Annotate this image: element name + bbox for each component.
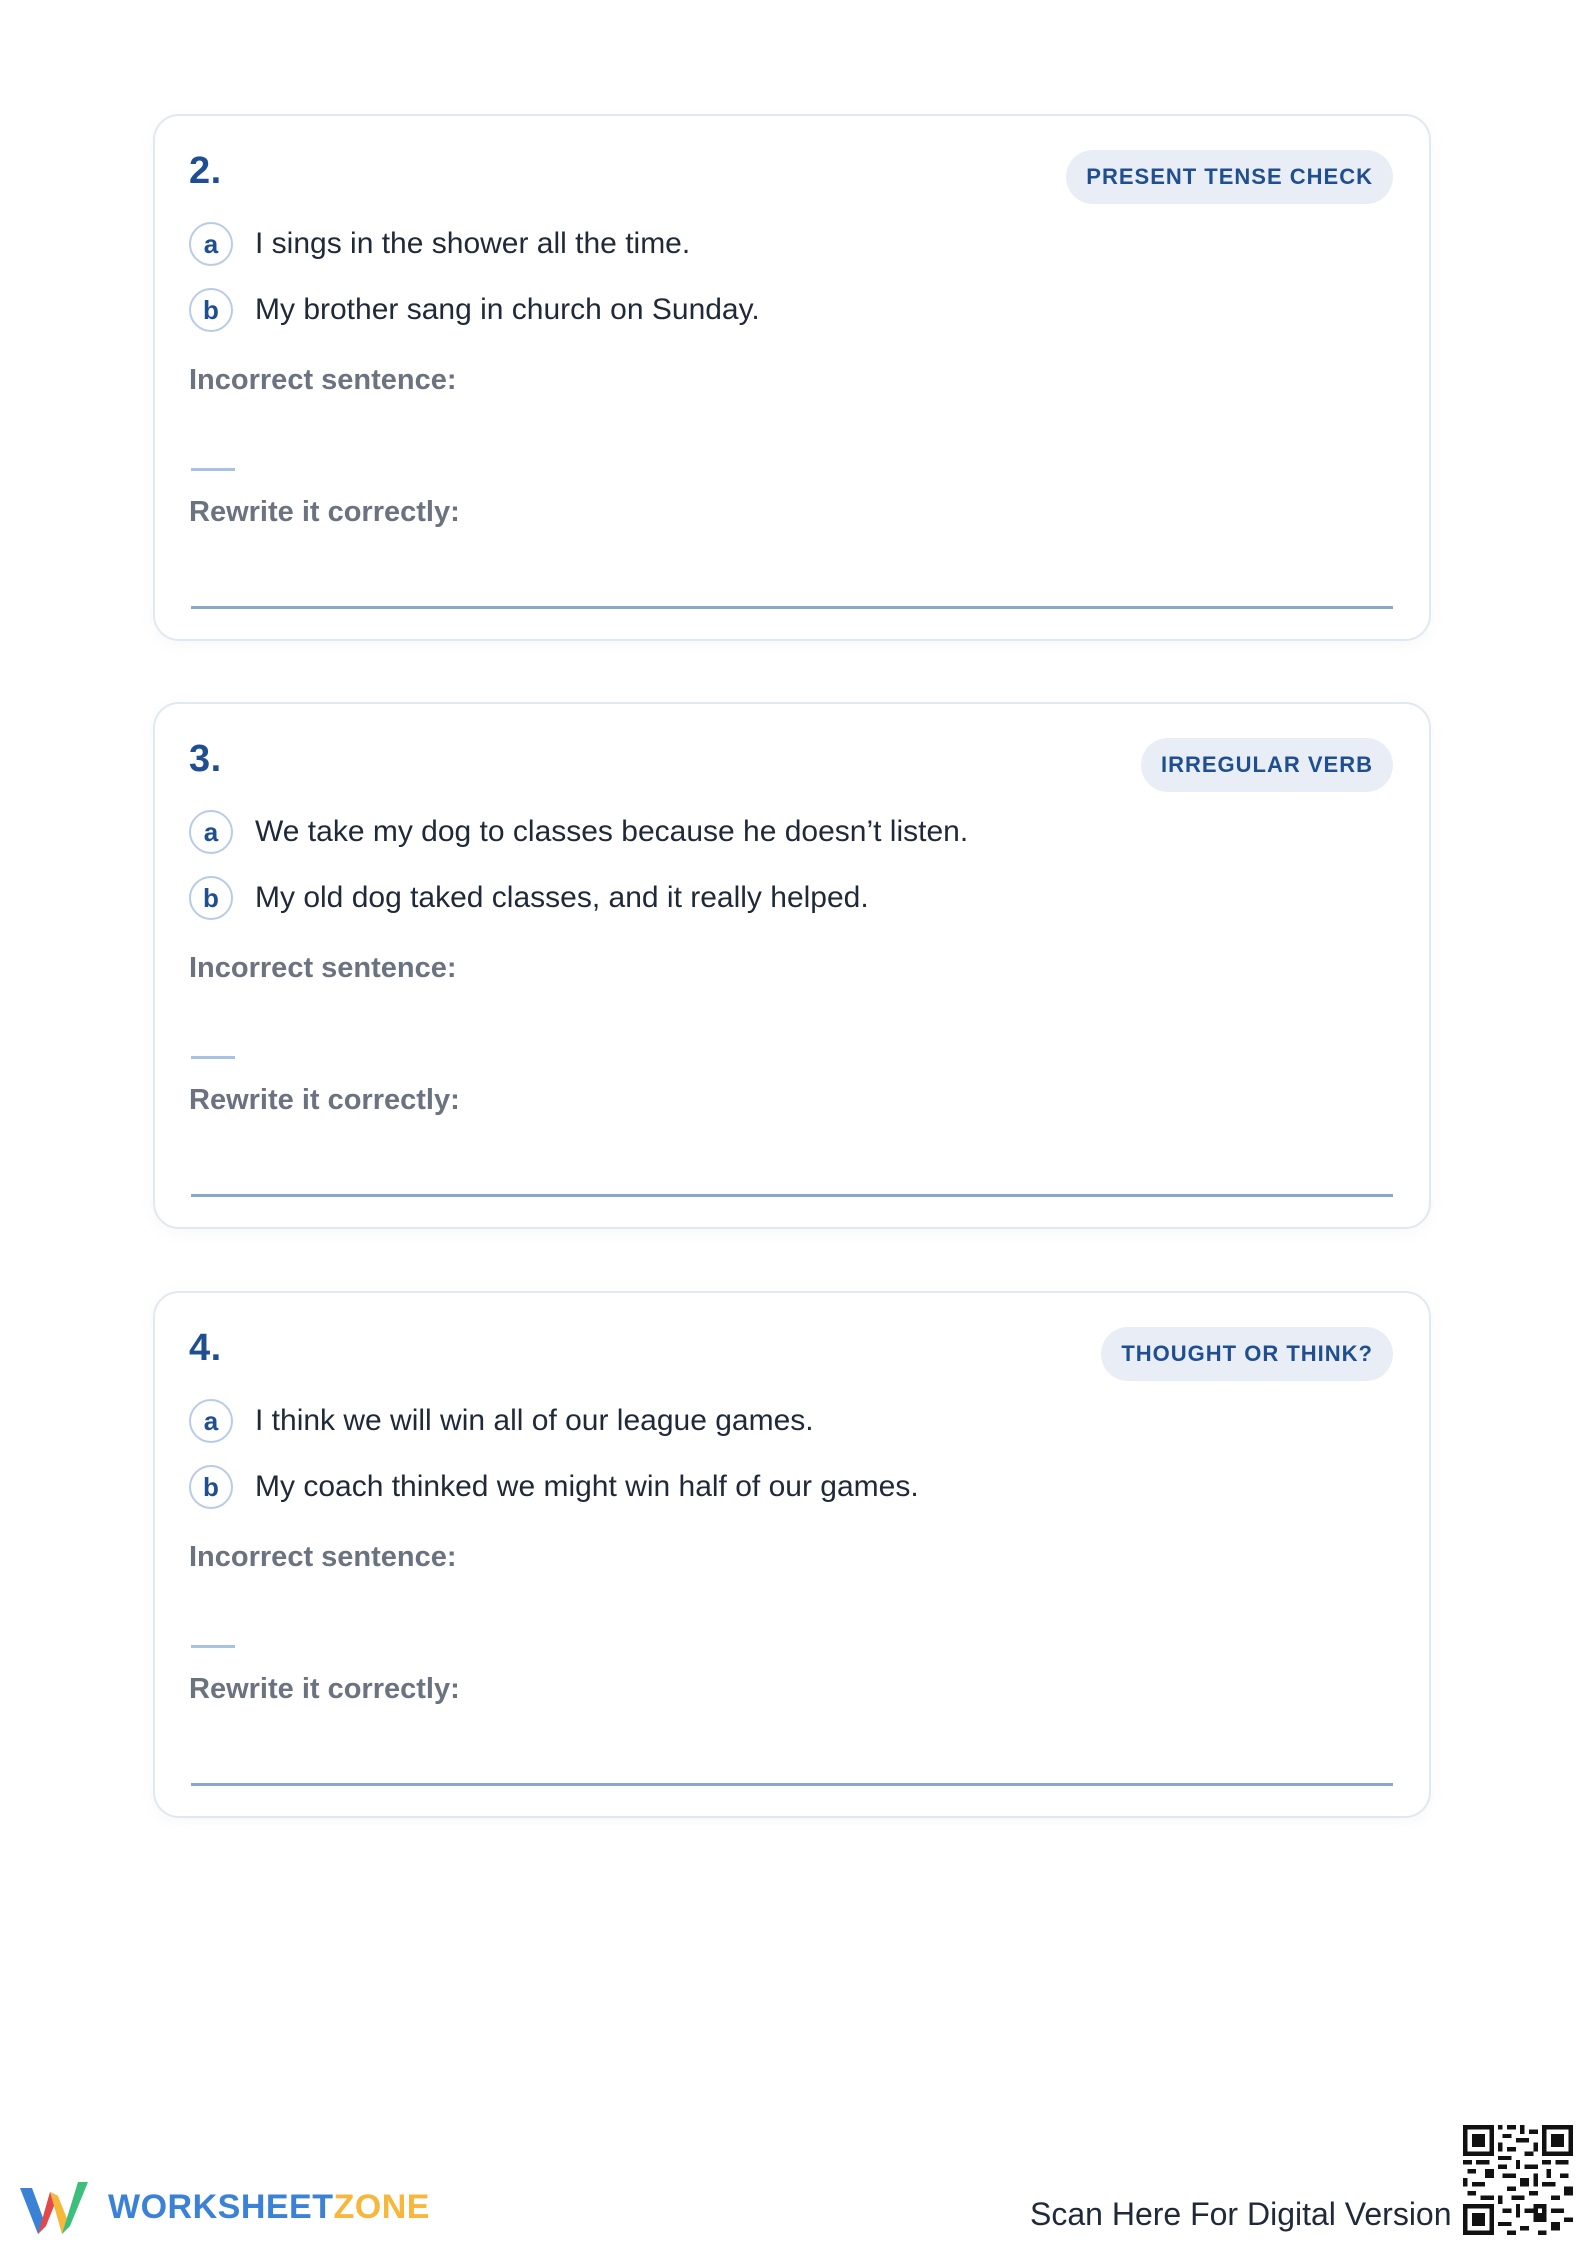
rewrite-answer-line[interactable] xyxy=(191,606,1393,609)
incorrect-answer-line[interactable] xyxy=(191,468,235,471)
option-sentence: My brother sang in church on Sunday. xyxy=(255,293,760,326)
option-b[interactable] xyxy=(189,286,760,334)
question-card-3 xyxy=(153,702,1431,1229)
question-tag: IRREGULAR VERB xyxy=(1141,738,1393,792)
option-sentence: I sings in the shower all the time. xyxy=(255,227,691,260)
option-letter-badge: a xyxy=(189,810,233,854)
option-letter-badge: b xyxy=(189,1465,233,1509)
incorrect-sentence-label: Incorrect sentence: xyxy=(189,364,457,396)
option-a[interactable] xyxy=(189,808,968,856)
option-sentence: My coach thinked we might win half of our games. xyxy=(255,1470,919,1503)
brand-name xyxy=(108,2188,430,2227)
incorrect-sentence-label: Incorrect sentence: xyxy=(189,1541,457,1573)
incorrect-answer-line[interactable] xyxy=(191,1645,235,1648)
brand-name-part1: WORKSHEET xyxy=(108,2187,334,2226)
option-b[interactable] xyxy=(189,874,869,922)
rewrite-answer-line[interactable] xyxy=(191,1194,1393,1197)
option-sentence: My old dog taked classes, and it really helped. xyxy=(255,881,869,914)
qr-code-icon[interactable] xyxy=(1463,2125,1573,2235)
option-letter-badge: a xyxy=(189,1399,233,1443)
question-number: 2. xyxy=(189,150,222,192)
option-letter-badge: b xyxy=(189,876,233,920)
option-b[interactable] xyxy=(189,1463,919,1511)
option-sentence: I think we will win all of our league games. xyxy=(255,1404,814,1437)
option-letter-badge: a xyxy=(189,222,233,266)
option-sentence: We take my dog to classes because he doesn’t listen. xyxy=(255,815,969,848)
brand-name-part2: ZONE xyxy=(333,2187,430,2226)
worksheetzone-logo-icon xyxy=(18,2178,94,2236)
question-card-4 xyxy=(153,1291,1431,1818)
rewrite-label: Rewrite it correctly: xyxy=(189,1084,460,1116)
rewrite-label: Rewrite it correctly: xyxy=(189,1673,460,1705)
question-number: 3. xyxy=(189,738,222,780)
incorrect-answer-line[interactable] xyxy=(191,1056,235,1059)
rewrite-label: Rewrite it correctly: xyxy=(189,496,460,528)
rewrite-answer-line[interactable] xyxy=(191,1783,1393,1786)
brand-logo[interactable] xyxy=(18,2178,430,2236)
option-letter-badge: b xyxy=(189,288,233,332)
question-tag: THOUGHT OR THINK? xyxy=(1101,1327,1393,1381)
scan-caption: Scan Here For Digital Version xyxy=(1030,2196,1452,2232)
question-number: 4. xyxy=(189,1327,222,1369)
question-tag: PRESENT TENSE CHECK xyxy=(1066,150,1393,204)
incorrect-sentence-label: Incorrect sentence: xyxy=(189,952,457,984)
option-a[interactable] xyxy=(189,220,690,268)
question-card-2 xyxy=(153,114,1431,641)
option-a[interactable] xyxy=(189,1397,814,1445)
